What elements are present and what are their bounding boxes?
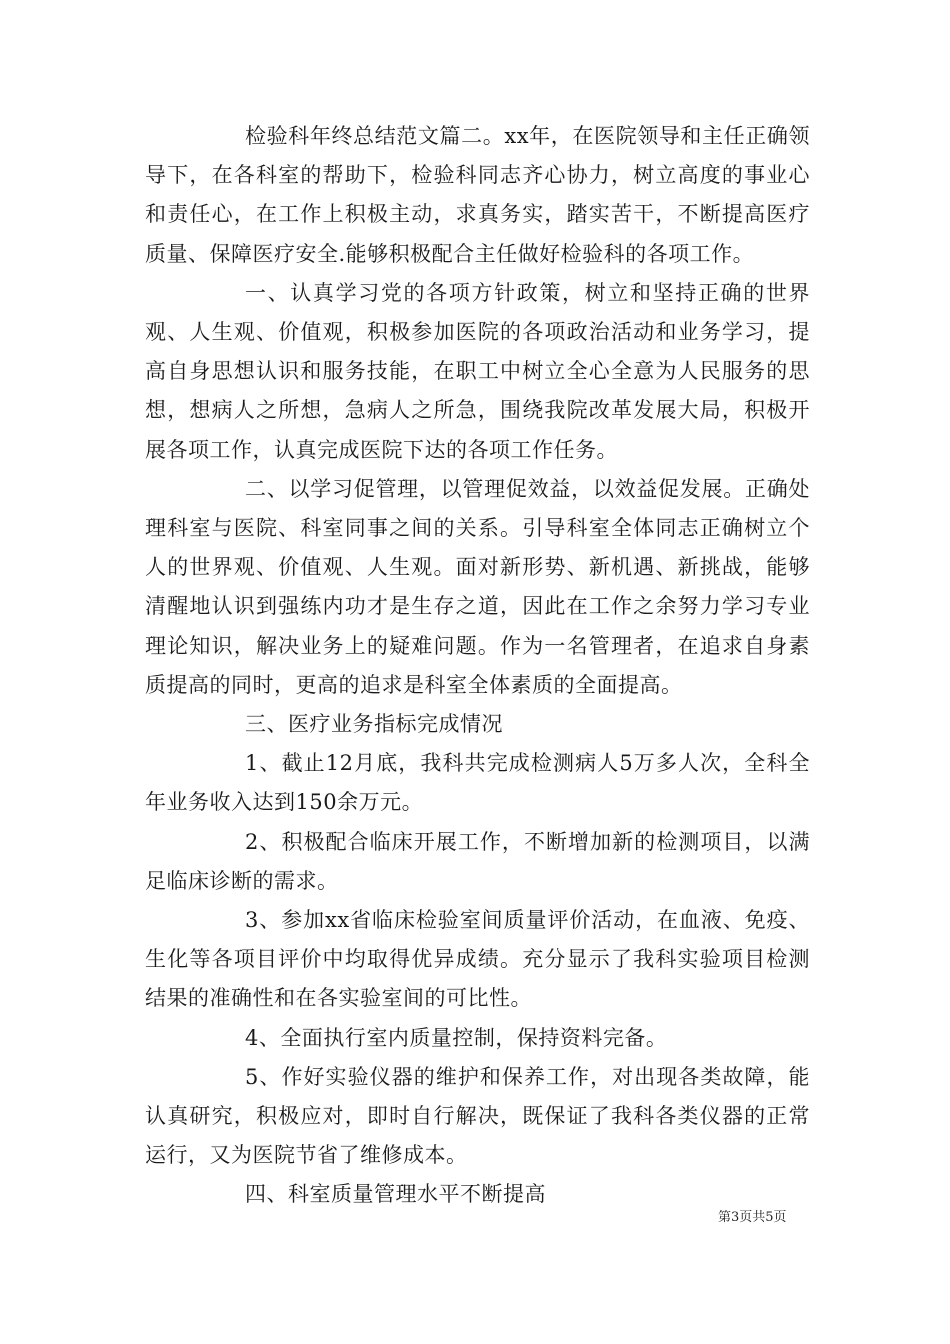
paragraph-section-2: 二、以学习促管理，以管理促效益，以效益促发展。正确处理科室与医院、科室同事之间的关系。引导科室全体同志正确树立个人的世界观、价值观、人生观。面对新形势、新机遇、新挑战，能够清醒地认识到强练内功才是生存之道，因此在工作之余努力学习专业理论知识，解决业务上的疑难问题。作为一名管理者，在追求自身素质提高的同时，更高的追求是科室全体素质的全面提高。 bbox=[145, 476, 810, 697]
page-number-footer: 第3页共5页 bbox=[718, 1210, 787, 1225]
list-item-1: 1、截止12月底，我科共完成检测病人5万多人次，全科全年业务收入达到150余万元。 bbox=[145, 751, 810, 815]
list-item-3: 3、参加xx省临床检验室间质量评价活动，在血液、免疫、生化等各项目评价中均取得优异成绩。充分显示了我科实验项目检测结果的准确性和在各实验室间的可比性。 bbox=[145, 908, 810, 1011]
paragraph-section-1: 一、认真学习党的各项方针政策，树立和坚持正确的世界观、人生观、价值观，积极参加医院的各项政治活动和业务学习，提高自身思想认识和服务技能，在职工中树立全心全意为人民服务的思想，想病人之所想，急病人之所急，围绕我院改革发展大局，积极开展各项工作，认真完成医院下达的各项工作任务。 bbox=[145, 280, 810, 462]
section-heading-3: 三、医疗业务指标完成情况 bbox=[245, 712, 503, 737]
list-item-5: 5、作好实验仪器的维护和保养工作，对出现各类故障，能认真研究，积极应对，即时自行解决，既保证了我科各类仪器的正常运行，又为医院节省了维修成本。 bbox=[145, 1064, 810, 1168]
paragraph-intro: 检验科年终总结范文篇二。xx年，在医院领导和主任正确领导下，在各科室的帮助下，检验科同志齐心协力，树立高度的事业心和责任心，在工作上积极主动，求真务实，踏实苦干，不断提高医疗质量、保障医疗安全.能够积极配合主任做好检验科的各项工作。 bbox=[145, 124, 810, 266]
list-item-4: 4、全面执行室内质量控制，保持资料完备。 bbox=[245, 1025, 668, 1050]
document-body bbox=[145, 117, 810, 1215]
list-item-2: 2、积极配合临床开展工作，不断增加新的检测项目，以满足临床诊断的需求。 bbox=[145, 829, 810, 893]
section-heading-4: 四、科室质量管理水平不断提高 bbox=[245, 1182, 546, 1207]
